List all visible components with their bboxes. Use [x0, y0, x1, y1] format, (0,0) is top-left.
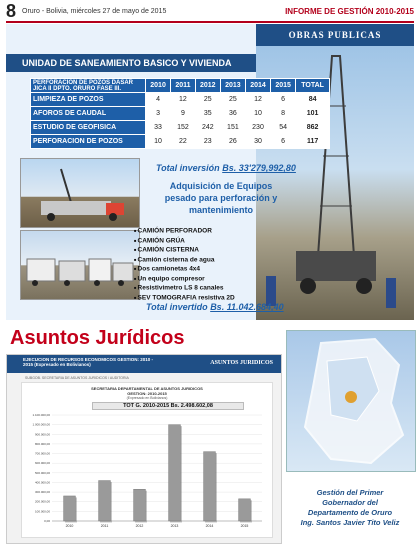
y-tick-label: 300.000,00 — [34, 490, 50, 495]
bar — [169, 425, 181, 521]
table-cell: 10 — [245, 107, 270, 121]
chart-panel — [21, 382, 273, 538]
y-tick-label: 100.000,00 — [34, 509, 50, 514]
total-invertido-value: Bs. 11.042.684,40 — [210, 302, 284, 312]
drill-truck-illustration — [21, 159, 139, 227]
table-header-cell: 2013 — [220, 79, 245, 93]
equipment-list — [134, 226, 235, 302]
list-item: ■ SEV TOMOGRAFIA resistiva 2D — [134, 293, 235, 303]
perforacion-table — [30, 78, 330, 149]
y-tick-label: 1.000.000,00 — [32, 422, 50, 427]
chart-title-1: SECRETARIA DEPARTAMENTAL DE ASUNTOS JURIDICOS — [91, 386, 203, 391]
x-tick-label: 2015 — [240, 524, 249, 528]
y-tick-label: 500.000,00 — [34, 470, 50, 475]
table-cell: PERFORACION DE POZOS — [31, 135, 146, 149]
y-tick-label: 800.000,00 — [34, 441, 50, 446]
dateline: Oruro - Bolivia, miércoles 27 de mayo de 2015 — [22, 8, 167, 15]
table-cell: 12 — [245, 93, 270, 107]
table-cell: 230 — [245, 121, 270, 135]
list-item: ■ Camión cisterna de agua — [134, 255, 235, 265]
obras-publicas-panel — [6, 24, 414, 320]
table-cell: 36 — [220, 107, 245, 121]
x-tick-label: 2012 — [135, 524, 144, 528]
x-tick-label: 2011 — [100, 524, 109, 528]
total-inversion-label: Total inversión — [156, 163, 220, 173]
total-invertido — [146, 302, 284, 312]
chart-box-subtitle: SUBGOB. SECRETARIA DE ASUNTOS JURIDICOS / AUDITORIA — [25, 376, 129, 380]
chart-title-2: GESTION: 2010-2015 — [127, 391, 167, 396]
bar — [239, 499, 251, 521]
table-cell: 152 — [171, 121, 196, 135]
list-item: ■ Un equipo compresor — [134, 274, 235, 284]
table-cell: 26 — [220, 135, 245, 149]
list-item: ■ Dos camionetas 4x4 — [134, 264, 235, 274]
x-tick-label: 2014 — [205, 524, 214, 528]
table-row — [31, 107, 330, 121]
table-cell: 117 — [296, 135, 330, 149]
list-item: ■ CAMIÓN GRÚA — [134, 236, 235, 246]
y-tick-label: 900.000,00 — [34, 432, 50, 437]
total-invertido-label: Total invertido — [146, 302, 208, 312]
total-inversion — [156, 163, 296, 173]
total-inversion-value: Bs. 33'279,992,80 — [222, 163, 296, 173]
table-cell: 101 — [296, 107, 330, 121]
table-cell: 35 — [195, 107, 220, 121]
table-cell: LIMPIEZA DE POZOS — [31, 93, 146, 107]
table-header-cell: 2015 — [271, 79, 296, 93]
table-cell: 54 — [271, 121, 296, 135]
bar — [99, 481, 111, 521]
table-row — [31, 135, 330, 149]
table-cell: 242 — [195, 121, 220, 135]
table-cell: 10 — [146, 135, 171, 149]
table-cell: 30 — [245, 135, 270, 149]
y-tick-label: 0,00 — [44, 519, 50, 523]
table-cell: 3 — [146, 107, 171, 121]
credit-line: Gestión del Primer — [316, 488, 384, 497]
header-rule — [6, 21, 414, 23]
table-cell: 84 — [296, 93, 330, 107]
oruro-map-collage — [286, 330, 416, 472]
table-cell: 23 — [195, 135, 220, 149]
table-header-cell: PERFORACION DE POZOS DASAR JICA II DPTO. ORURO FASE III. — [31, 79, 146, 93]
table-header-row — [31, 79, 330, 93]
x-tick-label: 2010 — [65, 524, 74, 528]
truck-fleet-photo — [20, 230, 140, 300]
y-tick-label: 600.000,00 — [34, 461, 50, 466]
table-header-cell: TOTAL — [296, 79, 330, 93]
page-header — [0, 0, 420, 22]
table-cell: 25 — [195, 93, 220, 107]
table-cell: 12 — [171, 93, 196, 107]
list-item: ■ Resistivimetro LS 8 canales — [134, 283, 235, 293]
bar — [134, 489, 146, 521]
drill-truck-photo — [20, 158, 140, 228]
y-tick-label: 1.100.000,00 — [32, 413, 50, 417]
table-header-cell: 2014 — [245, 79, 270, 93]
table-header-cell: 2011 — [171, 79, 196, 93]
adquisicion-heading: Adquisición de Equipos pesado para perforación y mantenimiento — [164, 181, 278, 215]
credit-line: Departamento de Oruro — [307, 508, 393, 517]
table-row — [31, 121, 330, 135]
table-header-cell: 2012 — [195, 79, 220, 93]
unit-title: UNIDAD DE SANEAMIENTO BASICO Y VIVIENDA — [6, 54, 256, 72]
bar — [204, 452, 216, 521]
table-cell: AFOROS DE CAUDAL — [31, 107, 146, 121]
credit-line: Ing. Santos Javier Tito Veliz — [300, 518, 400, 527]
chart-title-3: (Expresado en Bolivianos) — [126, 396, 168, 400]
table-cell: 9 — [171, 107, 196, 121]
y-tick-label: 200.000,00 — [34, 499, 50, 504]
truck-fleet-illustration — [21, 231, 139, 299]
section-band: OBRAS PUBLICAS — [256, 24, 414, 46]
governor-credit — [282, 488, 418, 528]
table-cell: 6 — [271, 135, 296, 149]
list-item: ■ CAMIÓN PERFORADOR — [134, 226, 235, 236]
bar — [64, 496, 76, 521]
table-cell: 25 — [220, 93, 245, 107]
table-cell: 33 — [146, 121, 171, 135]
credit-line: Gobernador del — [322, 498, 378, 507]
bar-chart — [22, 383, 272, 537]
chart-box-header — [7, 355, 281, 373]
y-tick-label: 700.000,00 — [34, 451, 50, 456]
y-tick-label: 400.000,00 — [34, 480, 50, 485]
chart-box-band: ASUNTOS JURIDICOS — [210, 360, 273, 366]
table-cell: 8 — [271, 107, 296, 121]
table-cell: ESTUDIO DE GEOFISICA — [31, 121, 146, 135]
table-cell: 22 — [171, 135, 196, 149]
table-header-cell: 2010 — [146, 79, 171, 93]
map-illustration — [287, 331, 415, 471]
juridicos-chart-box — [6, 354, 282, 544]
x-tick-label: 2013 — [170, 524, 179, 528]
table-row — [31, 93, 330, 107]
table-cell: 6 — [271, 93, 296, 107]
list-item: ■ CAMIÓN CISTERNA — [134, 245, 235, 255]
chart-box-head-text: EJECUCION DE RECURSOS ECONOMICOS GESTION: 2010 - 2015 (Expresado en Bolivianos) — [23, 357, 154, 367]
page-number: 8 — [6, 1, 17, 21]
section-heading: Asuntos Jurídicos — [10, 327, 185, 349]
table-cell: 862 — [296, 121, 330, 135]
section-title: INFORME DE GESTIÓN 2010-2015 — [285, 7, 414, 16]
table-cell: 4 — [146, 93, 171, 107]
chart-total-label: TOT G. 2010-2015 Bs. 2.498.602,08 — [92, 402, 244, 410]
table-cell: 151 — [220, 121, 245, 135]
